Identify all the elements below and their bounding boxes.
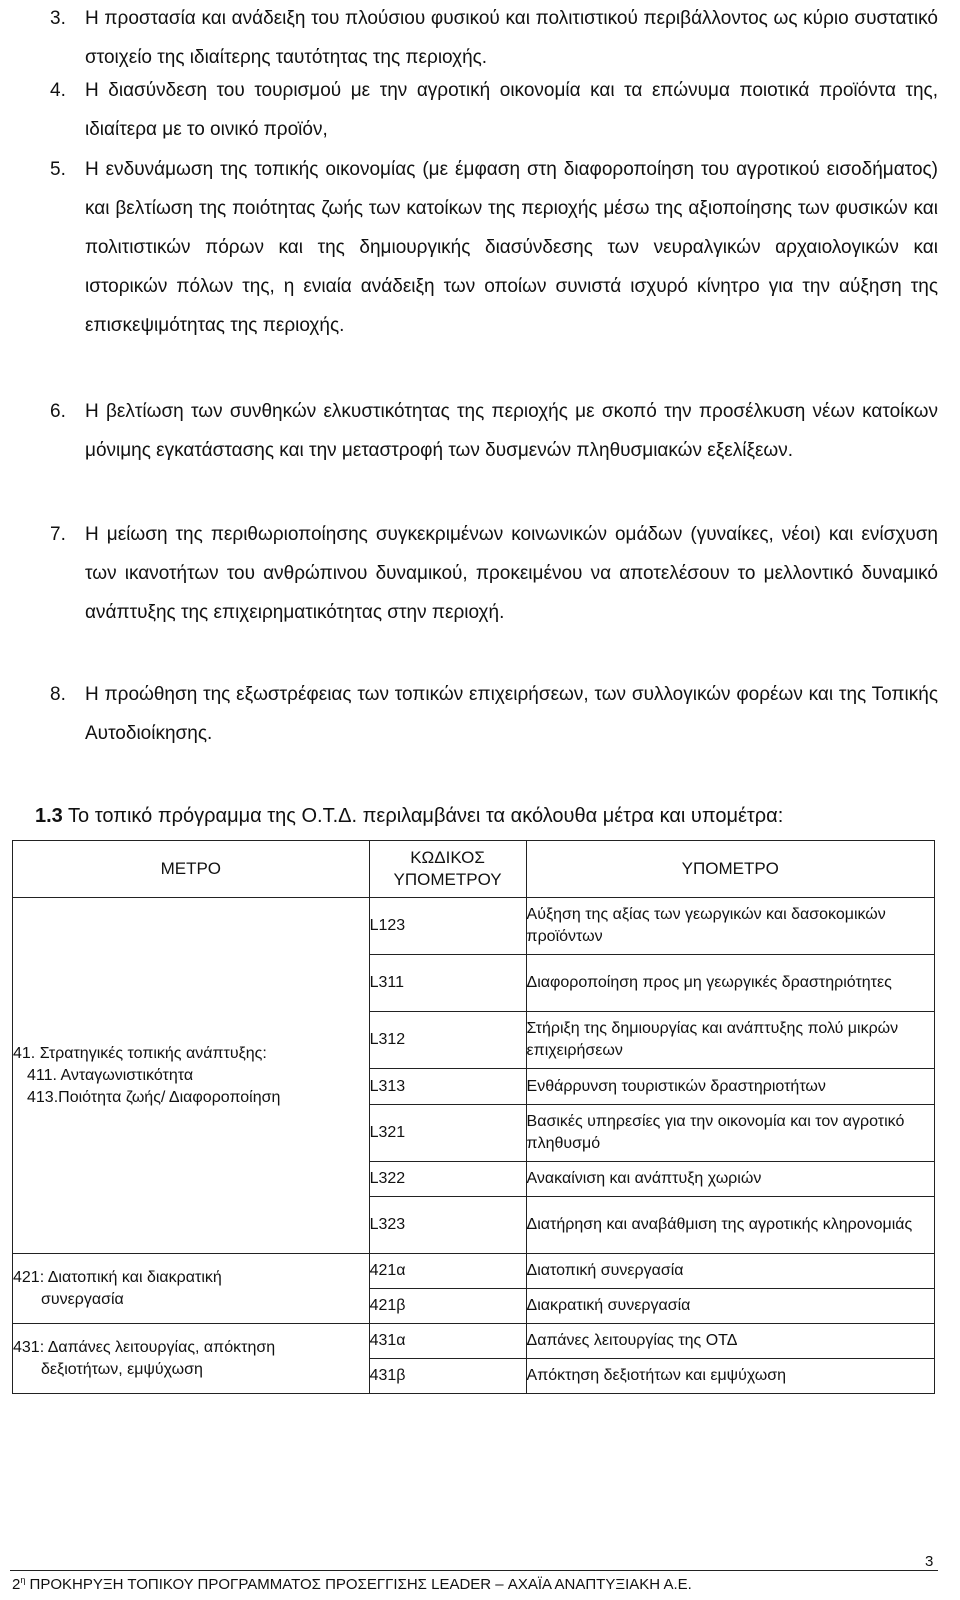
list-item-number: 7.: [50, 524, 66, 545]
list-item-text: Η βελτίωση των συνθηκών ελκυστικότητας της περιοχής με σκοπό την προσέλκυση νέων κατοίκων μόνιμης εγκατάστασης και την μεταστροφή των δυσμενών πληθυσμιακών εξελίξεων.: [85, 401, 938, 461]
list-item-number: 6.: [50, 401, 66, 422]
code-cell: L313: [369, 1069, 526, 1105]
code-cell: L312: [369, 1012, 526, 1069]
header-measure: ΜΕΤΡΟ: [13, 841, 370, 898]
submeasure-cell: Ενθάρρυνση τουριστικών δραστηριοτήτων: [526, 1069, 934, 1105]
code-cell: L323: [369, 1197, 526, 1254]
header-submeasure: ΥΠΟΜΕΤΡΟ: [526, 841, 934, 898]
code-cell: L123: [369, 898, 526, 955]
submeasure-cell: Διατήρηση και αναβάθμιση της αγροτικής κληρονομιάς: [526, 1197, 934, 1254]
code-cell: L322: [369, 1162, 526, 1197]
page-footer: [12, 1575, 692, 1593]
measures-table: [12, 840, 935, 1394]
section-title: Το τοπικό πρόγραμμα της Ο.Τ.Δ. περιλαμβάνει τα ακόλουθα μέτρα και υπομέτρα:: [68, 805, 784, 827]
measure-cell-431: 431: Δαπάνες λειτουργίας, απόκτηση δεξιοτήτων, εμψύχωση: [13, 1324, 370, 1394]
submeasure-cell: Απόκτηση δεξιοτήτων και εμψύχωση: [526, 1359, 934, 1394]
list-item-number: 5.: [50, 159, 66, 180]
list-item-text: Η διασύνδεση του τουρισμού με την αγροτική οικονομία και τα επώνυμα ποιοτικά προϊόντα της, ιδιαίτερα με το οινικό προϊόν,: [85, 80, 938, 140]
submeasure-cell: Διακρατική συνεργασία: [526, 1289, 934, 1324]
submeasure-cell: Διατοπική συνεργασία: [526, 1254, 934, 1289]
footer-divider: [10, 1570, 938, 1571]
submeasure-cell: Στήριξη της δημιουργίας και ανάπτυξης πολύ μικρών επιχειρήσεων: [526, 1012, 934, 1069]
measure-cell-41: 41. Στρατηγικές τοπικής ανάπτυξης: 411. Ανταγωνιστικότητα 413.Ποιότητα ζωής/ Διαφοροποίηση: [13, 898, 370, 1254]
table-row: [13, 1254, 935, 1289]
list-item-number: 8.: [50, 684, 66, 705]
list-item-text: Η προστασία και ανάδειξη του πλούσιου φυσικού και πολιτιστικού περιβάλλοντος ως κύριο συστατικό στοιχείο της ιδιαίτερης ταυτότητας της περιοχής.: [85, 8, 938, 68]
page-number: 3: [925, 1553, 934, 1570]
submeasure-cell: Βασικές υπηρεσίες για την οικονομία και τον αγροτικό πληθυσμό: [526, 1105, 934, 1162]
list-item-text: Η ενδυνάμωση της τοπικής οικονομίας (με έμφαση στη διαφοροποίηση του αγροτικού εισοδήματος) και βελτίωση της ποιότητας ζωής των κατοίκων της περιοχής μέσω της αξιοποίησης των φυσικών και πολιτιστικών πόρων και της δημιουργικής διασύνδεσης των νευραλγικών αρχαιολογικών και ιστορικών πόλων της, η ενιαία ανάδειξη των οποίων συνιστά ισχυρό κίνητρο για την αύξηση της επισκεψιμότητας της περιοχής.: [85, 159, 938, 336]
footer-edition-suffix: η: [20, 1575, 26, 1585]
submeasure-cell: Διαφοροποίηση προς μη γεωργικές δραστηριότητες: [526, 955, 934, 1012]
list-item-number: 4.: [50, 80, 66, 101]
table-header-row: [13, 841, 935, 898]
footer-text: ΠΡΟΚΗΡΥΞΗ ΤΟΠΙΚΟΥ ΠΡΟΓΡΑΜΜΑΤΟΣ ΠΡΟΣΕΓΓΙΣΗΣ LEADER – ΑΧΑΪΑ ΑΝΑΠΤΥΞΙΑΚΗ Α.Ε.: [29, 1576, 692, 1593]
submeasure-cell: Αύξηση της αξίας των γεωργικών και δασοκομικών προϊόντων: [526, 898, 934, 955]
code-cell: 431β: [369, 1359, 526, 1394]
list-item-number: 3.: [50, 8, 66, 29]
section-heading: [35, 796, 935, 836]
code-cell: 421β: [369, 1289, 526, 1324]
footer-edition-number: 2: [12, 1576, 21, 1593]
code-cell: L311: [369, 955, 526, 1012]
submeasure-cell: Δαπάνες λειτουργίας της ΟΤΔ: [526, 1324, 934, 1359]
code-cell: L321: [369, 1105, 526, 1162]
measure-cell-421: 421: Διατοπική και διακρατική συνεργασία: [13, 1254, 370, 1324]
list-item-text: Η μείωση της περιθωριοποίησης συγκεκριμένων κοινωνικών ομάδων (γυναίκες, νέοι) και ενίσχυση των ικανοτήτων του ανθρώπινου δυναμικού, προκειμένου να αποτελέσουν το μελλοντικό δυναμικό ανάπτυξης της επιχειρηματικότητας στην περιοχή.: [85, 524, 938, 623]
table-row: [13, 898, 935, 955]
code-cell: 421α: [369, 1254, 526, 1289]
submeasure-cell: Ανακαίνιση και ανάπτυξη χωριών: [526, 1162, 934, 1197]
table-row: [13, 1324, 935, 1359]
list-item-text: Η προώθηση της εξωστρέφειας των τοπικών επιχειρήσεων, των συλλογικών φορέων και της Τοπικής Αυτοδιοίκησης.: [85, 684, 938, 744]
header-code: ΚΩΔΙΚΟΣ ΥΠΟΜΕΤΡΟΥ: [369, 841, 526, 898]
section-number: 1.3: [35, 805, 63, 827]
code-cell: 431α: [369, 1324, 526, 1359]
